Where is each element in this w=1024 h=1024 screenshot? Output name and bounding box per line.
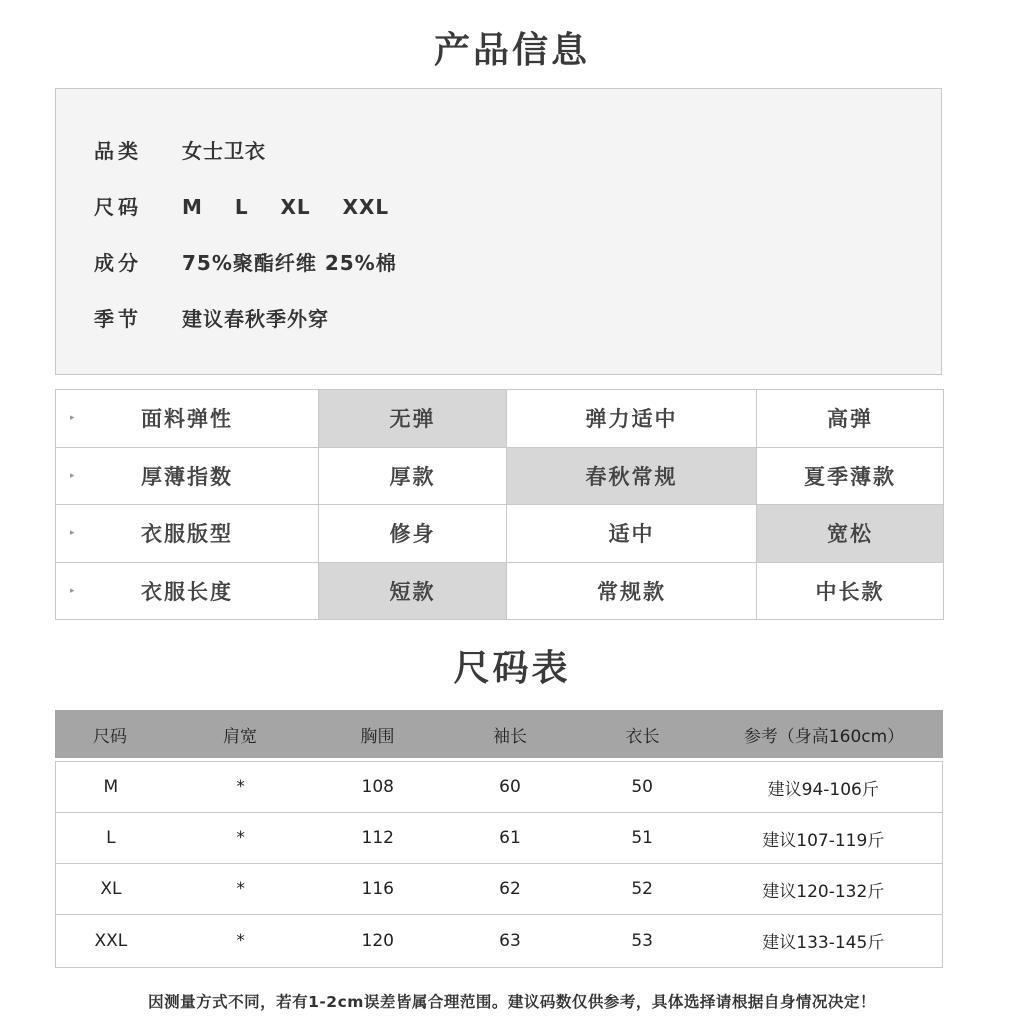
info-row-category: [94, 135, 266, 164]
attribute-label: 面料弹性: [141, 407, 233, 432]
table-cell: XXL: [94, 930, 128, 951]
attribute-option-selected: 春秋常规: [507, 447, 757, 505]
attribute-row: [56, 562, 944, 620]
table-cell: 63: [499, 930, 521, 951]
table-cell: XL: [100, 879, 122, 899]
header-cell: 肩宽: [223, 726, 257, 747]
info-row-size: [94, 191, 389, 220]
header-cell: 参考（身高160cm）: [743, 726, 905, 747]
attribute-row: [56, 390, 944, 448]
bullet-arrow-icon: ▸: [70, 528, 75, 539]
table-row: [56, 864, 942, 915]
info-value: M L XL XXL: [182, 195, 390, 219]
table-cell: 108: [361, 777, 394, 797]
footnote: 因测量方式不同，若有1-2cm误差皆属合理范围。建议码数仅供参考，具体选择请根据自身情况决定！: [148, 993, 876, 1011]
attribute-row: [56, 505, 944, 563]
table-cell: 建议107-119斤: [762, 830, 885, 851]
table-cell: 建议133-145斤: [762, 933, 885, 953]
table-cell: 建议120-132斤: [762, 881, 885, 902]
attribute-label-cell: [56, 505, 319, 563]
header-cell: 胸围: [360, 726, 395, 747]
info-label: 成分: [94, 251, 142, 275]
attribute-label-cell: [56, 562, 319, 620]
table-cell: 120: [361, 930, 394, 951]
table-cell: 建议94-106斤: [767, 779, 879, 800]
table-cell: *: [236, 828, 245, 848]
table-cell: 62: [499, 879, 521, 899]
info-value: 女士卫衣: [182, 139, 266, 163]
table-row: [56, 915, 942, 966]
size-chart-title: 尺码表: [453, 648, 571, 689]
table-cell: 61: [499, 828, 521, 848]
info-label: 尺码: [94, 195, 142, 219]
product-info-title: 产品信息: [433, 30, 590, 71]
attribute-option: 弹力适中: [507, 390, 757, 448]
attribute-option: 厚款: [319, 447, 507, 505]
info-label: 品类: [94, 139, 142, 163]
attribute-label: 衣服长度: [141, 579, 233, 604]
table-cell: 53: [631, 930, 653, 951]
info-row-season: [94, 303, 329, 332]
attribute-label: 厚薄指数: [141, 464, 233, 489]
table-row: [56, 762, 942, 813]
table-cell: 52: [631, 879, 653, 899]
info-value: 75%聚酯纤维 25%棉: [182, 251, 397, 275]
attribute-label-cell: [56, 390, 319, 448]
table-cell: 112: [361, 828, 394, 848]
table-cell: 50: [631, 777, 653, 797]
attribute-option-selected: 短款: [319, 562, 507, 620]
header-cell: 尺码: [93, 726, 127, 747]
attribute-option: 中长款: [757, 562, 944, 620]
table-cell: L: [106, 828, 116, 848]
product-info-box: [55, 88, 942, 375]
size-table-header: [55, 710, 943, 758]
bullet-arrow-icon: ▸: [70, 413, 75, 424]
header-cell: 衣长: [625, 726, 660, 747]
size-table-body: [55, 761, 943, 968]
table-cell: M: [103, 777, 119, 797]
attribute-option: 夏季薄款: [757, 447, 944, 505]
table-cell: *: [236, 930, 245, 951]
info-label: 季节: [94, 307, 142, 331]
attribute-label: 衣服版型: [141, 522, 233, 547]
table-cell: *: [236, 777, 245, 797]
table-row: [56, 813, 942, 864]
attribute-label-cell: [56, 447, 319, 505]
attribute-option: 修身: [319, 505, 507, 563]
attribute-row: [56, 447, 944, 505]
table-cell: *: [236, 879, 245, 899]
attribute-option-selected: 宽松: [757, 505, 944, 563]
table-cell: 51: [631, 828, 653, 848]
attribute-option: 常规款: [507, 562, 757, 620]
info-value: 建议春秋季外穿: [182, 307, 329, 331]
table-cell: 60: [499, 777, 521, 797]
bullet-arrow-icon: ▸: [70, 470, 75, 481]
attribute-grid: [55, 389, 944, 620]
info-row-material: [94, 247, 397, 276]
attribute-option: 适中: [507, 505, 757, 563]
attribute-option: 高弹: [757, 390, 944, 448]
bullet-arrow-icon: ▸: [70, 585, 75, 596]
table-cell: 116: [361, 879, 394, 899]
attribute-option-selected: 无弹: [319, 390, 507, 448]
header-cell: 袖长: [493, 726, 527, 747]
